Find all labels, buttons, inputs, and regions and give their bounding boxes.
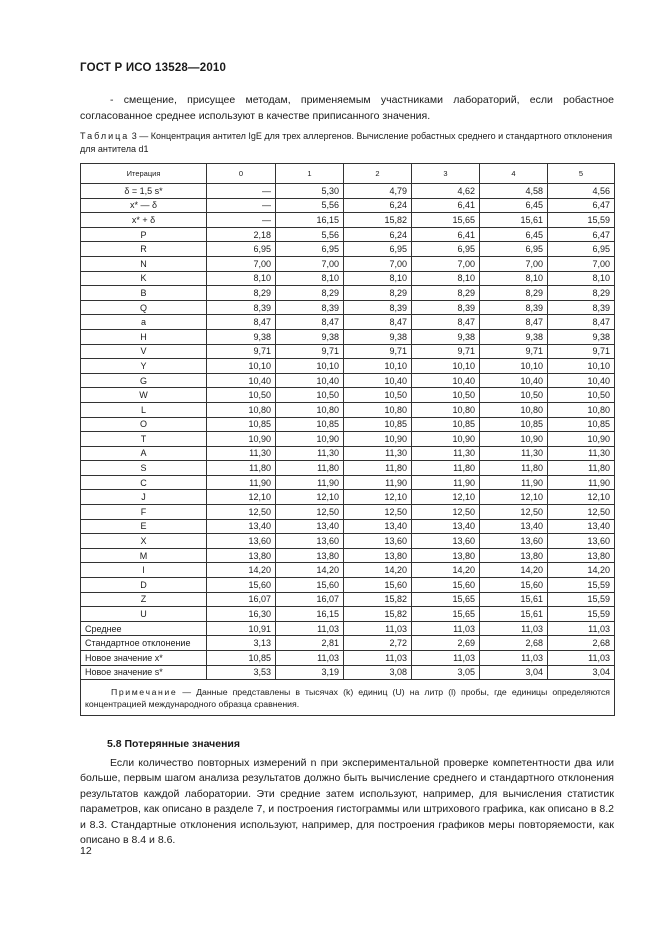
- column-header: 4: [480, 164, 548, 184]
- table-cell: 10,80: [412, 402, 480, 417]
- row-label: C: [81, 475, 207, 490]
- table-row: [81, 329, 615, 344]
- table-cell: 10,85: [480, 417, 548, 432]
- table-cell: 8,39: [207, 300, 276, 315]
- table-cell: 13,60: [344, 534, 412, 549]
- table-cell: 12,10: [548, 490, 615, 505]
- table-cell: 6,95: [276, 242, 344, 257]
- table-cell: 10,40: [276, 373, 344, 388]
- table-cell: 13,80: [480, 548, 548, 563]
- table-cell: 11,90: [344, 475, 412, 490]
- page-number: 12: [80, 845, 92, 857]
- table-cell: 11,03: [344, 651, 412, 666]
- table-row: [81, 344, 615, 359]
- table-cell: 9,38: [412, 329, 480, 344]
- table-cell: 10,40: [548, 373, 615, 388]
- table-cell: 3,08: [344, 665, 412, 680]
- table-cell: 10,90: [344, 432, 412, 447]
- table-cell: 8,10: [276, 271, 344, 286]
- table-cell: 11,90: [276, 475, 344, 490]
- table-cell: 11,30: [412, 446, 480, 461]
- table-cell: 14,20: [548, 563, 615, 578]
- table-cell: 8,10: [344, 271, 412, 286]
- table-cell: 8,47: [548, 315, 615, 330]
- table-cell: 13,80: [548, 548, 615, 563]
- row-label: X: [81, 534, 207, 549]
- table-row: [81, 651, 615, 666]
- table-cell: 11,80: [412, 461, 480, 476]
- table-cell: 8,29: [548, 286, 615, 301]
- table-cell: 15,60: [276, 578, 344, 593]
- table-cell: 8,47: [344, 315, 412, 330]
- table-cell: 12,50: [412, 505, 480, 520]
- row-label: T: [81, 432, 207, 447]
- table-cell: 6,45: [480, 198, 548, 213]
- table-cell: 10,90: [412, 432, 480, 447]
- table-cell: 15,82: [344, 592, 412, 607]
- table-row: [81, 592, 615, 607]
- row-label: H: [81, 329, 207, 344]
- table-cell: 9,38: [207, 329, 276, 344]
- table-row: [81, 578, 615, 593]
- table-cell: 10,50: [276, 388, 344, 403]
- row-label: U: [81, 607, 207, 622]
- table-cell: 6,24: [344, 198, 412, 213]
- table-cell: 7,00: [207, 256, 276, 271]
- table-cell: 11,03: [344, 621, 412, 636]
- table-row: [81, 665, 615, 680]
- table-cell: 10,10: [207, 359, 276, 374]
- table-cell: 6,41: [412, 198, 480, 213]
- table-cell: 15,65: [412, 213, 480, 228]
- column-header: 3: [412, 164, 480, 184]
- table-row: [81, 519, 615, 534]
- table-cell: 15,82: [344, 213, 412, 228]
- table-cell: 4,56: [548, 184, 615, 199]
- table-row: [81, 534, 615, 549]
- table-row: [81, 402, 615, 417]
- table-cell: 7,00: [276, 256, 344, 271]
- row-label: Y: [81, 359, 207, 374]
- column-header: Итерация: [81, 164, 207, 184]
- table-cell: 8,29: [480, 286, 548, 301]
- table-cell: 12,50: [276, 505, 344, 520]
- table-cell: 3,53: [207, 665, 276, 680]
- table-cell: 10,85: [548, 417, 615, 432]
- table-cell: 10,90: [480, 432, 548, 447]
- table-cell: 8,29: [344, 286, 412, 301]
- table-cell: 2,68: [480, 636, 548, 651]
- row-label: N: [81, 256, 207, 271]
- table-cell: 3,05: [412, 665, 480, 680]
- table-cell: 10,85: [412, 417, 480, 432]
- table-cell: 6,95: [480, 242, 548, 257]
- row-label: a: [81, 315, 207, 330]
- table-cell: 13,40: [344, 519, 412, 534]
- table-cell: —: [207, 184, 276, 199]
- table-cell: 8,47: [480, 315, 548, 330]
- table-row: [81, 621, 615, 636]
- table-cell: 13,60: [412, 534, 480, 549]
- table-cell: 6,41: [412, 227, 480, 242]
- table-cell: 3,04: [480, 665, 548, 680]
- table-row: [81, 198, 615, 213]
- table-cell: 10,50: [207, 388, 276, 403]
- table-cell: 13,60: [480, 534, 548, 549]
- section-paragraph: Если количество повторных измерений n при экспериментальной проверке компетентности два или больше, первым шагом анализа результатов должно быть вычисление среднего и стандартного отклонения результатов каждой лаборатории. Эти средние затем используют, например, для вычисления статистик параметров, как описано в разделе 7, и построения гистограммы или штрихового графика, как описано в 8.2 и 8.3. Стандартные отклонения используют, например, для построения графиков меры повторяемости, как описано в 8.4 и 8.6.: [80, 757, 614, 847]
- table-cell: 13,40: [412, 519, 480, 534]
- row-label: Новое значение x*: [81, 651, 207, 666]
- table-cell: 8,29: [412, 286, 480, 301]
- data-table: [80, 163, 615, 716]
- table-cell: 11,03: [548, 621, 615, 636]
- table-cell: 6,95: [344, 242, 412, 257]
- table-cell: 10,40: [480, 373, 548, 388]
- column-header: 1: [276, 164, 344, 184]
- table-cell: 8,39: [548, 300, 615, 315]
- table-cell: 8,39: [412, 300, 480, 315]
- row-label: O: [81, 417, 207, 432]
- row-label: L: [81, 402, 207, 417]
- table-cell: 11,03: [548, 651, 615, 666]
- table-cell: 12,10: [480, 490, 548, 505]
- table-row: [81, 490, 615, 505]
- table-cell: 8,29: [207, 286, 276, 301]
- table-cell: 11,30: [548, 446, 615, 461]
- row-label: V: [81, 344, 207, 359]
- table-cell: 4,79: [344, 184, 412, 199]
- table-cell: 11,03: [480, 651, 548, 666]
- row-label: F: [81, 505, 207, 520]
- table-cell: 10,91: [207, 621, 276, 636]
- table-cell: 11,90: [412, 475, 480, 490]
- row-label: K: [81, 271, 207, 286]
- table-cell: 8,47: [412, 315, 480, 330]
- table-row: [81, 388, 615, 403]
- table-cell: 9,38: [344, 329, 412, 344]
- table-cell: 12,50: [548, 505, 615, 520]
- table-cell: 3,19: [276, 665, 344, 680]
- table-cell: 13,60: [276, 534, 344, 549]
- table-cell: 8,47: [207, 315, 276, 330]
- table-cell: 10,10: [548, 359, 615, 374]
- table-cell: 10,50: [480, 388, 548, 403]
- table-cell: 13,80: [412, 548, 480, 563]
- table-cell: 10,50: [344, 388, 412, 403]
- table-cell: 4,58: [480, 184, 548, 199]
- table-cell: 6,24: [344, 227, 412, 242]
- table-cell: 10,90: [276, 432, 344, 447]
- row-label: M: [81, 548, 207, 563]
- table-cell: 9,71: [412, 344, 480, 359]
- table-cell: 10,90: [207, 432, 276, 447]
- column-header: 5: [548, 164, 615, 184]
- row-label: B: [81, 286, 207, 301]
- table-cell: 11,80: [276, 461, 344, 476]
- table-cell: 2,18: [207, 227, 276, 242]
- table-cell: 7,00: [344, 256, 412, 271]
- table-caption: [80, 130, 614, 155]
- table-cell: 6,45: [480, 227, 548, 242]
- table-cell: 15,59: [548, 592, 615, 607]
- table-row: [81, 505, 615, 520]
- table-row: [81, 315, 615, 330]
- table-cell: 10,50: [548, 388, 615, 403]
- table-row: [81, 300, 615, 315]
- table-row: [81, 636, 615, 651]
- row-label: x* + δ: [81, 213, 207, 228]
- table-row: [81, 286, 615, 301]
- table-cell: 10,40: [412, 373, 480, 388]
- table-cell: 10,10: [276, 359, 344, 374]
- table-cell: 10,85: [207, 417, 276, 432]
- table-cell: 12,10: [207, 490, 276, 505]
- table-cell: 12,10: [276, 490, 344, 505]
- table-cell: 11,80: [207, 461, 276, 476]
- table-cell: 8,10: [207, 271, 276, 286]
- table-cell: 10,80: [344, 402, 412, 417]
- document-header: ГОСТ Р ИСО 13528—2010: [80, 62, 227, 74]
- table-cell: 9,71: [344, 344, 412, 359]
- table-cell: 13,80: [344, 548, 412, 563]
- table-cell: 13,40: [480, 519, 548, 534]
- table-row: [81, 373, 615, 388]
- table-row: [81, 417, 615, 432]
- table-cell: 15,59: [548, 578, 615, 593]
- table-cell: 14,20: [412, 563, 480, 578]
- table-cell: 6,95: [548, 242, 615, 257]
- table-cell: 9,38: [480, 329, 548, 344]
- table-cell: 15,61: [480, 607, 548, 622]
- table-row: [81, 475, 615, 490]
- row-label: Среднее: [81, 621, 207, 636]
- table-note: [81, 680, 615, 716]
- table-row: [81, 213, 615, 228]
- table-cell: 8,29: [276, 286, 344, 301]
- table-cell: 8,39: [344, 300, 412, 315]
- table-cell: 11,80: [480, 461, 548, 476]
- table-cell: 10,80: [207, 402, 276, 417]
- column-header: 2: [344, 164, 412, 184]
- table-note-row: [81, 680, 615, 716]
- table-cell: 15,60: [480, 578, 548, 593]
- table-cell: —: [207, 213, 276, 228]
- table-cell: 8,10: [480, 271, 548, 286]
- table-row: [81, 227, 615, 242]
- row-label: G: [81, 373, 207, 388]
- row-label: Новое значение s*: [81, 665, 207, 680]
- table-cell: 11,30: [207, 446, 276, 461]
- table-cell: 13,60: [548, 534, 615, 549]
- table-cell: 7,00: [412, 256, 480, 271]
- table-cell: 11,03: [276, 651, 344, 666]
- table-cell: 8,10: [412, 271, 480, 286]
- table-cell: 7,00: [548, 256, 615, 271]
- table-row: [81, 607, 615, 622]
- table-cell: 10,40: [344, 373, 412, 388]
- note-prefix: Примечание: [111, 687, 178, 698]
- table-cell: 9,38: [276, 329, 344, 344]
- table-cell: 11,03: [480, 621, 548, 636]
- table-cell: 10,90: [548, 432, 615, 447]
- row-label: D: [81, 578, 207, 593]
- note-text: — Данные представлены в тысячах (k) единиц (U) на литр (l) пробы, где единицы определяются концентрацией международного образца сравнения.: [85, 687, 610, 709]
- table-caption-text: 3 — Концентрация антител IgE для трех аллергенов. Вычисление робастных среднего и стандартного отклонения для антитела d1: [80, 131, 613, 154]
- table-cell: 16,30: [207, 607, 276, 622]
- row-label: A: [81, 446, 207, 461]
- table-cell: 6,47: [548, 198, 615, 213]
- row-label: R: [81, 242, 207, 257]
- table-cell: 10,80: [480, 402, 548, 417]
- table-cell: 15,61: [480, 592, 548, 607]
- table-row: [81, 548, 615, 563]
- table-cell: 13,80: [276, 548, 344, 563]
- table-cell: 11,30: [344, 446, 412, 461]
- table-cell: 11,03: [276, 621, 344, 636]
- table-row: [81, 461, 615, 476]
- table-cell: 14,20: [276, 563, 344, 578]
- table-cell: 9,71: [548, 344, 615, 359]
- table-cell: 14,20: [344, 563, 412, 578]
- table-cell: 5,56: [276, 198, 344, 213]
- table-cell: 15,60: [207, 578, 276, 593]
- row-label: δ = 1,5 s*: [81, 184, 207, 199]
- table-cell: 9,71: [276, 344, 344, 359]
- table-cell: 14,20: [480, 563, 548, 578]
- table-cell: 10,85: [344, 417, 412, 432]
- table-cell: 6,95: [207, 242, 276, 257]
- table-cell: 2,81: [276, 636, 344, 651]
- intro-paragraph: - смещение, присущее методам, применяемым участниками лабораторий, если робастное согласованное среднее используют в качестве приписанного значения.: [80, 94, 614, 122]
- table-cell: 10,85: [276, 417, 344, 432]
- table-cell: 12,50: [207, 505, 276, 520]
- row-label: P: [81, 227, 207, 242]
- row-label: x* — δ: [81, 198, 207, 213]
- row-label: I: [81, 563, 207, 578]
- section-heading: 5.8 Потерянные значения: [107, 738, 241, 750]
- table-cell: —: [207, 198, 276, 213]
- table-cell: 13,60: [207, 534, 276, 549]
- table-cell: 12,50: [480, 505, 548, 520]
- table-cell: 12,10: [344, 490, 412, 505]
- table-cell: 9,71: [207, 344, 276, 359]
- table-cell: 2,69: [412, 636, 480, 651]
- table-cell: 2,68: [548, 636, 615, 651]
- table-cell: 11,90: [548, 475, 615, 490]
- table-cell: 8,47: [276, 315, 344, 330]
- table-cell: 10,10: [412, 359, 480, 374]
- table-cell: 11,90: [207, 475, 276, 490]
- table-cell: 11,30: [480, 446, 548, 461]
- table-cell: 6,95: [412, 242, 480, 257]
- table-row: [81, 359, 615, 374]
- table-cell: 10,80: [276, 402, 344, 417]
- table-cell: 9,38: [548, 329, 615, 344]
- table-cell: 8,10: [548, 271, 615, 286]
- table-cell: 13,80: [207, 548, 276, 563]
- table-cell: 10,10: [480, 359, 548, 374]
- table-cell: 4,62: [412, 184, 480, 199]
- table-cell: 3,13: [207, 636, 276, 651]
- table-cell: 11,03: [412, 621, 480, 636]
- column-header: 0: [207, 164, 276, 184]
- table-row: [81, 184, 615, 199]
- table-cell: 5,56: [276, 227, 344, 242]
- table-header-row: [81, 164, 615, 184]
- table-row: [81, 432, 615, 447]
- table-cell: 11,90: [480, 475, 548, 490]
- table-cell: 15,60: [344, 578, 412, 593]
- table-cell: 15,59: [548, 213, 615, 228]
- table-cell: 12,10: [412, 490, 480, 505]
- table-cell: 11,30: [276, 446, 344, 461]
- row-label: S: [81, 461, 207, 476]
- table-cell: 10,85: [207, 651, 276, 666]
- table-row: [81, 256, 615, 271]
- row-label: Z: [81, 592, 207, 607]
- table-cell: 14,20: [207, 563, 276, 578]
- table-cell: 3,04: [548, 665, 615, 680]
- table-cell: 10,80: [548, 402, 615, 417]
- table-row: [81, 242, 615, 257]
- table-row: [81, 271, 615, 286]
- table-cell: 6,47: [548, 227, 615, 242]
- table-cell: 8,39: [480, 300, 548, 315]
- table-cell: 15,60: [412, 578, 480, 593]
- table-cell: 15,61: [480, 213, 548, 228]
- table-cell: 15,65: [412, 592, 480, 607]
- table-cell: 13,40: [276, 519, 344, 534]
- table-cell: 10,10: [344, 359, 412, 374]
- table-cell: 5,30: [276, 184, 344, 199]
- row-label: E: [81, 519, 207, 534]
- table-cell: 13,40: [548, 519, 615, 534]
- table-cell: 15,59: [548, 607, 615, 622]
- row-label: W: [81, 388, 207, 403]
- table-cell: 15,65: [412, 607, 480, 622]
- table-cell: 13,40: [207, 519, 276, 534]
- table-cell: 10,40: [207, 373, 276, 388]
- row-label: Стандартное отклонение: [81, 636, 207, 651]
- table-row: [81, 563, 615, 578]
- table-cell: 16,15: [276, 607, 344, 622]
- table-cell: 16,07: [207, 592, 276, 607]
- row-label: Q: [81, 300, 207, 315]
- row-label: J: [81, 490, 207, 505]
- table-cell: 11,80: [548, 461, 615, 476]
- table-cell: 16,15: [276, 213, 344, 228]
- table-cell: 11,80: [344, 461, 412, 476]
- table-cell: 9,71: [480, 344, 548, 359]
- table-cell: 15,82: [344, 607, 412, 622]
- table-cell: 8,39: [276, 300, 344, 315]
- table-cell: 16,07: [276, 592, 344, 607]
- table-cell: 11,03: [412, 651, 480, 666]
- table-row: [81, 446, 615, 461]
- table-cell: 12,50: [344, 505, 412, 520]
- table-cell: 7,00: [480, 256, 548, 271]
- table-cell: 2,72: [344, 636, 412, 651]
- table-caption-prefix: Таблица: [80, 131, 130, 141]
- table-cell: 10,50: [412, 388, 480, 403]
